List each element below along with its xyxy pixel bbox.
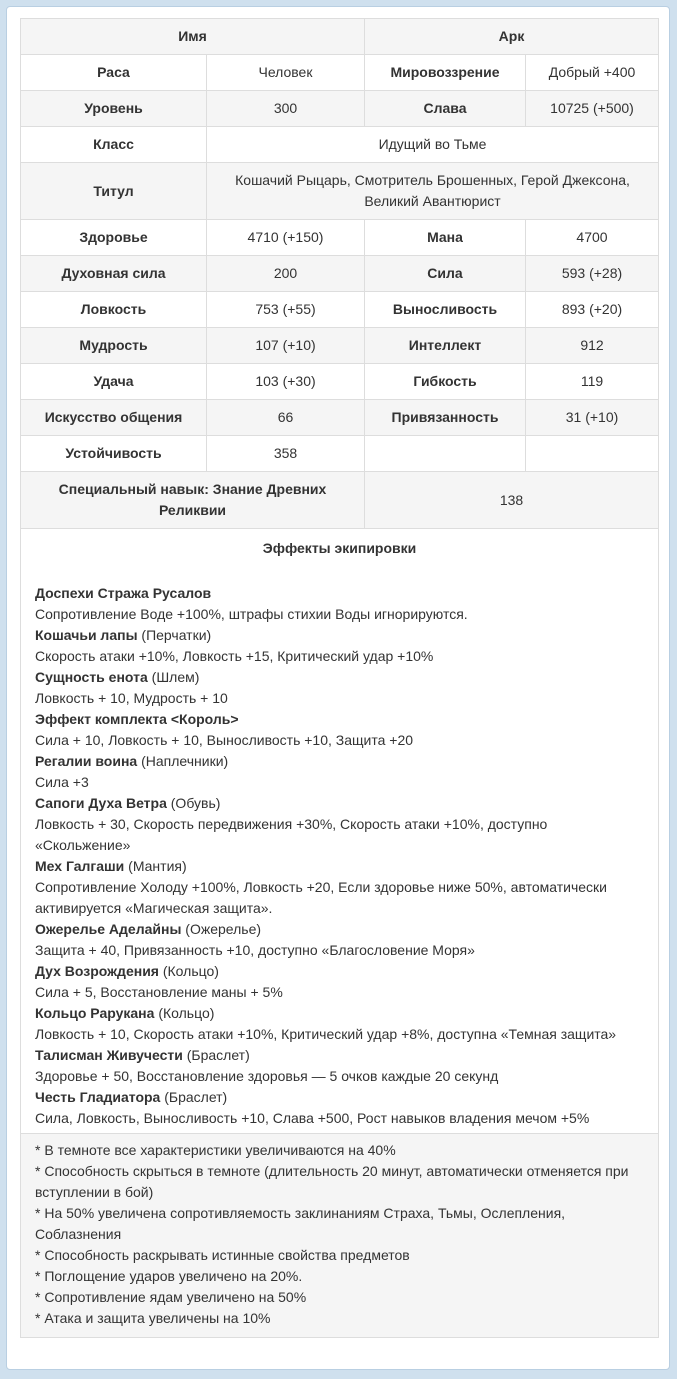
list-item [35, 1045, 644, 1066]
stat-label: Устойчивость [21, 436, 207, 472]
stat-value: 103 (+30) [207, 364, 365, 400]
item-name: Ожерелье Аделайны [35, 921, 182, 937]
table-row [21, 220, 659, 256]
stat-label: Ловкость [21, 292, 207, 328]
class-value: Идущий во Тьме [207, 127, 659, 163]
name-value: Арк [365, 19, 659, 55]
item-effect: Сила + 5, Восстановление маны + 5% [35, 984, 283, 1000]
item-name: Регалии воина [35, 753, 138, 769]
table-row [21, 55, 659, 91]
table-row [21, 328, 659, 364]
item-type: (Кольцо) [154, 1005, 215, 1021]
stat-value: 31 (+10) [526, 400, 659, 436]
stat-value [526, 436, 659, 472]
item-effect: Сопротивление Воде +100%, штрафы стихии Воды игнорируются. [35, 606, 468, 622]
level-value: 300 [207, 91, 365, 127]
item-effect: Сила +3 [35, 774, 89, 790]
item-type: (Кольцо) [158, 963, 219, 979]
item-type: (Шлем) [147, 669, 200, 685]
stat-value: 200 [207, 256, 365, 292]
stat-value: 912 [526, 328, 659, 364]
special-skill-value: 138 [365, 472, 659, 529]
list-item [35, 583, 644, 604]
item-effect: Скорость атаки +10%, Ловкость +15, Критический удар +10% [35, 648, 434, 664]
item-name: Дух Возрождения [35, 963, 159, 979]
item-type: (Ожерелье) [181, 921, 262, 937]
stat-label: Интеллект [365, 328, 526, 364]
item-type: (Наплечники) [137, 753, 229, 769]
stat-value: 358 [207, 436, 365, 472]
item-effect: Защита + 40, Привязанность +10, доступно «Благословение Моря» [35, 942, 475, 958]
stat-label: Духовная сила [21, 256, 207, 292]
table-row [21, 163, 659, 220]
stat-value: 66 [207, 400, 365, 436]
equipment-effects-title: Эффекты экипировки [262, 540, 417, 556]
stat-value: 753 (+55) [207, 292, 365, 328]
stat-value: 893 (+20) [526, 292, 659, 328]
note-item: * Атака и защита увеличены на 10% [35, 1310, 271, 1326]
special-skill-label: Специальный навык: Знание Древних Реликвии [21, 472, 365, 529]
list-item [35, 1087, 644, 1108]
table-row [21, 127, 659, 163]
title-value: Кошачий Рыцарь, Смотритель Брошенных, Герой Джексона, Великий Авантюрист [207, 163, 659, 220]
table-row [21, 472, 659, 529]
stat-value: 4710 (+150) [207, 220, 365, 256]
table-row [21, 529, 659, 1134]
item-name: Сапоги Духа Ветра [35, 795, 167, 811]
note-item: * Способность скрыться в темноте (длительность 20 минут, автоматически отменяется при вступлении в бой) [35, 1163, 629, 1200]
item-effect: Сила + 10, Ловкость + 10, Выносливость +10, Защита +20 [35, 732, 414, 748]
item-name: Кошачьи лапы [35, 627, 138, 643]
list-item [35, 961, 644, 982]
stat-label: Привязанность [365, 400, 526, 436]
alignment-value: Добрый +400 [526, 55, 659, 91]
item-type: (Браслет) [182, 1047, 250, 1063]
level-label: Уровень [21, 91, 207, 127]
race-label: Раса [21, 55, 207, 91]
fame-label: Слава [365, 91, 526, 127]
note-item: * Сопротивление ядам увеличено на 50% [35, 1289, 307, 1305]
item-type: (Перчатки) [137, 627, 212, 643]
item-effect: Сила, Ловкость, Выносливость +10, Слава +500, Рост навыков владения мечом +5% [35, 1110, 590, 1126]
item-name: Талисман Живучести [35, 1047, 183, 1063]
stat-label: Мудрость [21, 328, 207, 364]
special-notes [21, 1134, 659, 1338]
item-name: Доспехи Стража Русалов [35, 585, 212, 601]
list-item [35, 793, 644, 814]
stat-label: Удача [21, 364, 207, 400]
stat-value: 4700 [526, 220, 659, 256]
stat-label [365, 436, 526, 472]
table-row [21, 91, 659, 127]
list-item [35, 751, 644, 772]
table-row [21, 292, 659, 328]
note-item: * Способность раскрывать истинные свойства предметов [35, 1247, 410, 1263]
table-row [21, 256, 659, 292]
table-row [21, 364, 659, 400]
list-item [35, 667, 644, 688]
item-effect: Ловкость + 10, Скорость атаки +10%, Критический удар +8%, доступна «Темная защита» [35, 1026, 617, 1042]
alignment-label: Мировоззрение [365, 55, 526, 91]
stat-label: Гибкость [365, 364, 526, 400]
table-row [21, 400, 659, 436]
table-row [21, 19, 659, 55]
stat-label: Выносливость [365, 292, 526, 328]
stat-label: Мана [365, 220, 526, 256]
stat-label: Сила [365, 256, 526, 292]
item-type: (Обувь) [166, 795, 221, 811]
stat-label: Искусство общения [21, 400, 207, 436]
stat-value: 593 (+28) [526, 256, 659, 292]
item-name: Кольцо Рарукана [35, 1005, 155, 1021]
race-value: Человек [207, 55, 365, 91]
list-item [35, 625, 644, 646]
item-name: Эффект комплекта <Король> [35, 711, 239, 727]
item-effect: Ловкость + 10, Мудрость + 10 [35, 690, 228, 706]
note-item: * В темноте все характеристики увеличиваются на 40% [35, 1142, 396, 1158]
stat-label: Здоровье [21, 220, 207, 256]
item-effect: Здоровье + 50, Восстановление здоровья — 5 очков каждые 20 секунд [35, 1068, 499, 1084]
list-item [35, 856, 644, 877]
item-effect: Ловкость + 30, Скорость передвижения +30%, Скорость атаки +10%, доступно «Скольжение» [35, 816, 548, 853]
fame-value: 10725 (+500) [526, 91, 659, 127]
item-type: (Браслет) [160, 1089, 228, 1105]
item-name: Честь Гладиатора [35, 1089, 161, 1105]
class-label: Класс [21, 127, 207, 163]
item-type: (Мантия) [124, 858, 187, 874]
name-label: Имя [21, 19, 365, 55]
table-row [21, 436, 659, 472]
title-label: Титул [21, 163, 207, 220]
list-item [35, 709, 644, 730]
item-name: Сущность енота [35, 669, 148, 685]
stat-value: 107 (+10) [207, 328, 365, 364]
item-effect: Сопротивление Холоду +100%, Ловкость +20, Если здоровье ниже 50%, автоматически активируется «Магическая защита». [35, 879, 607, 916]
equipment-effects [21, 529, 659, 1134]
character-stats-table [20, 18, 659, 1338]
stat-value: 119 [526, 364, 659, 400]
note-item: * На 50% увеличена сопротивляемость заклинаниям Страха, Тьмы, Ослепления, Соблазнения [35, 1205, 566, 1242]
item-name: Мех Галгаши [35, 858, 125, 874]
list-item [35, 1003, 644, 1024]
list-item [35, 919, 644, 940]
note-item: * Поглощение ударов увеличено на 20%. [35, 1268, 303, 1284]
table-row [21, 1134, 659, 1338]
